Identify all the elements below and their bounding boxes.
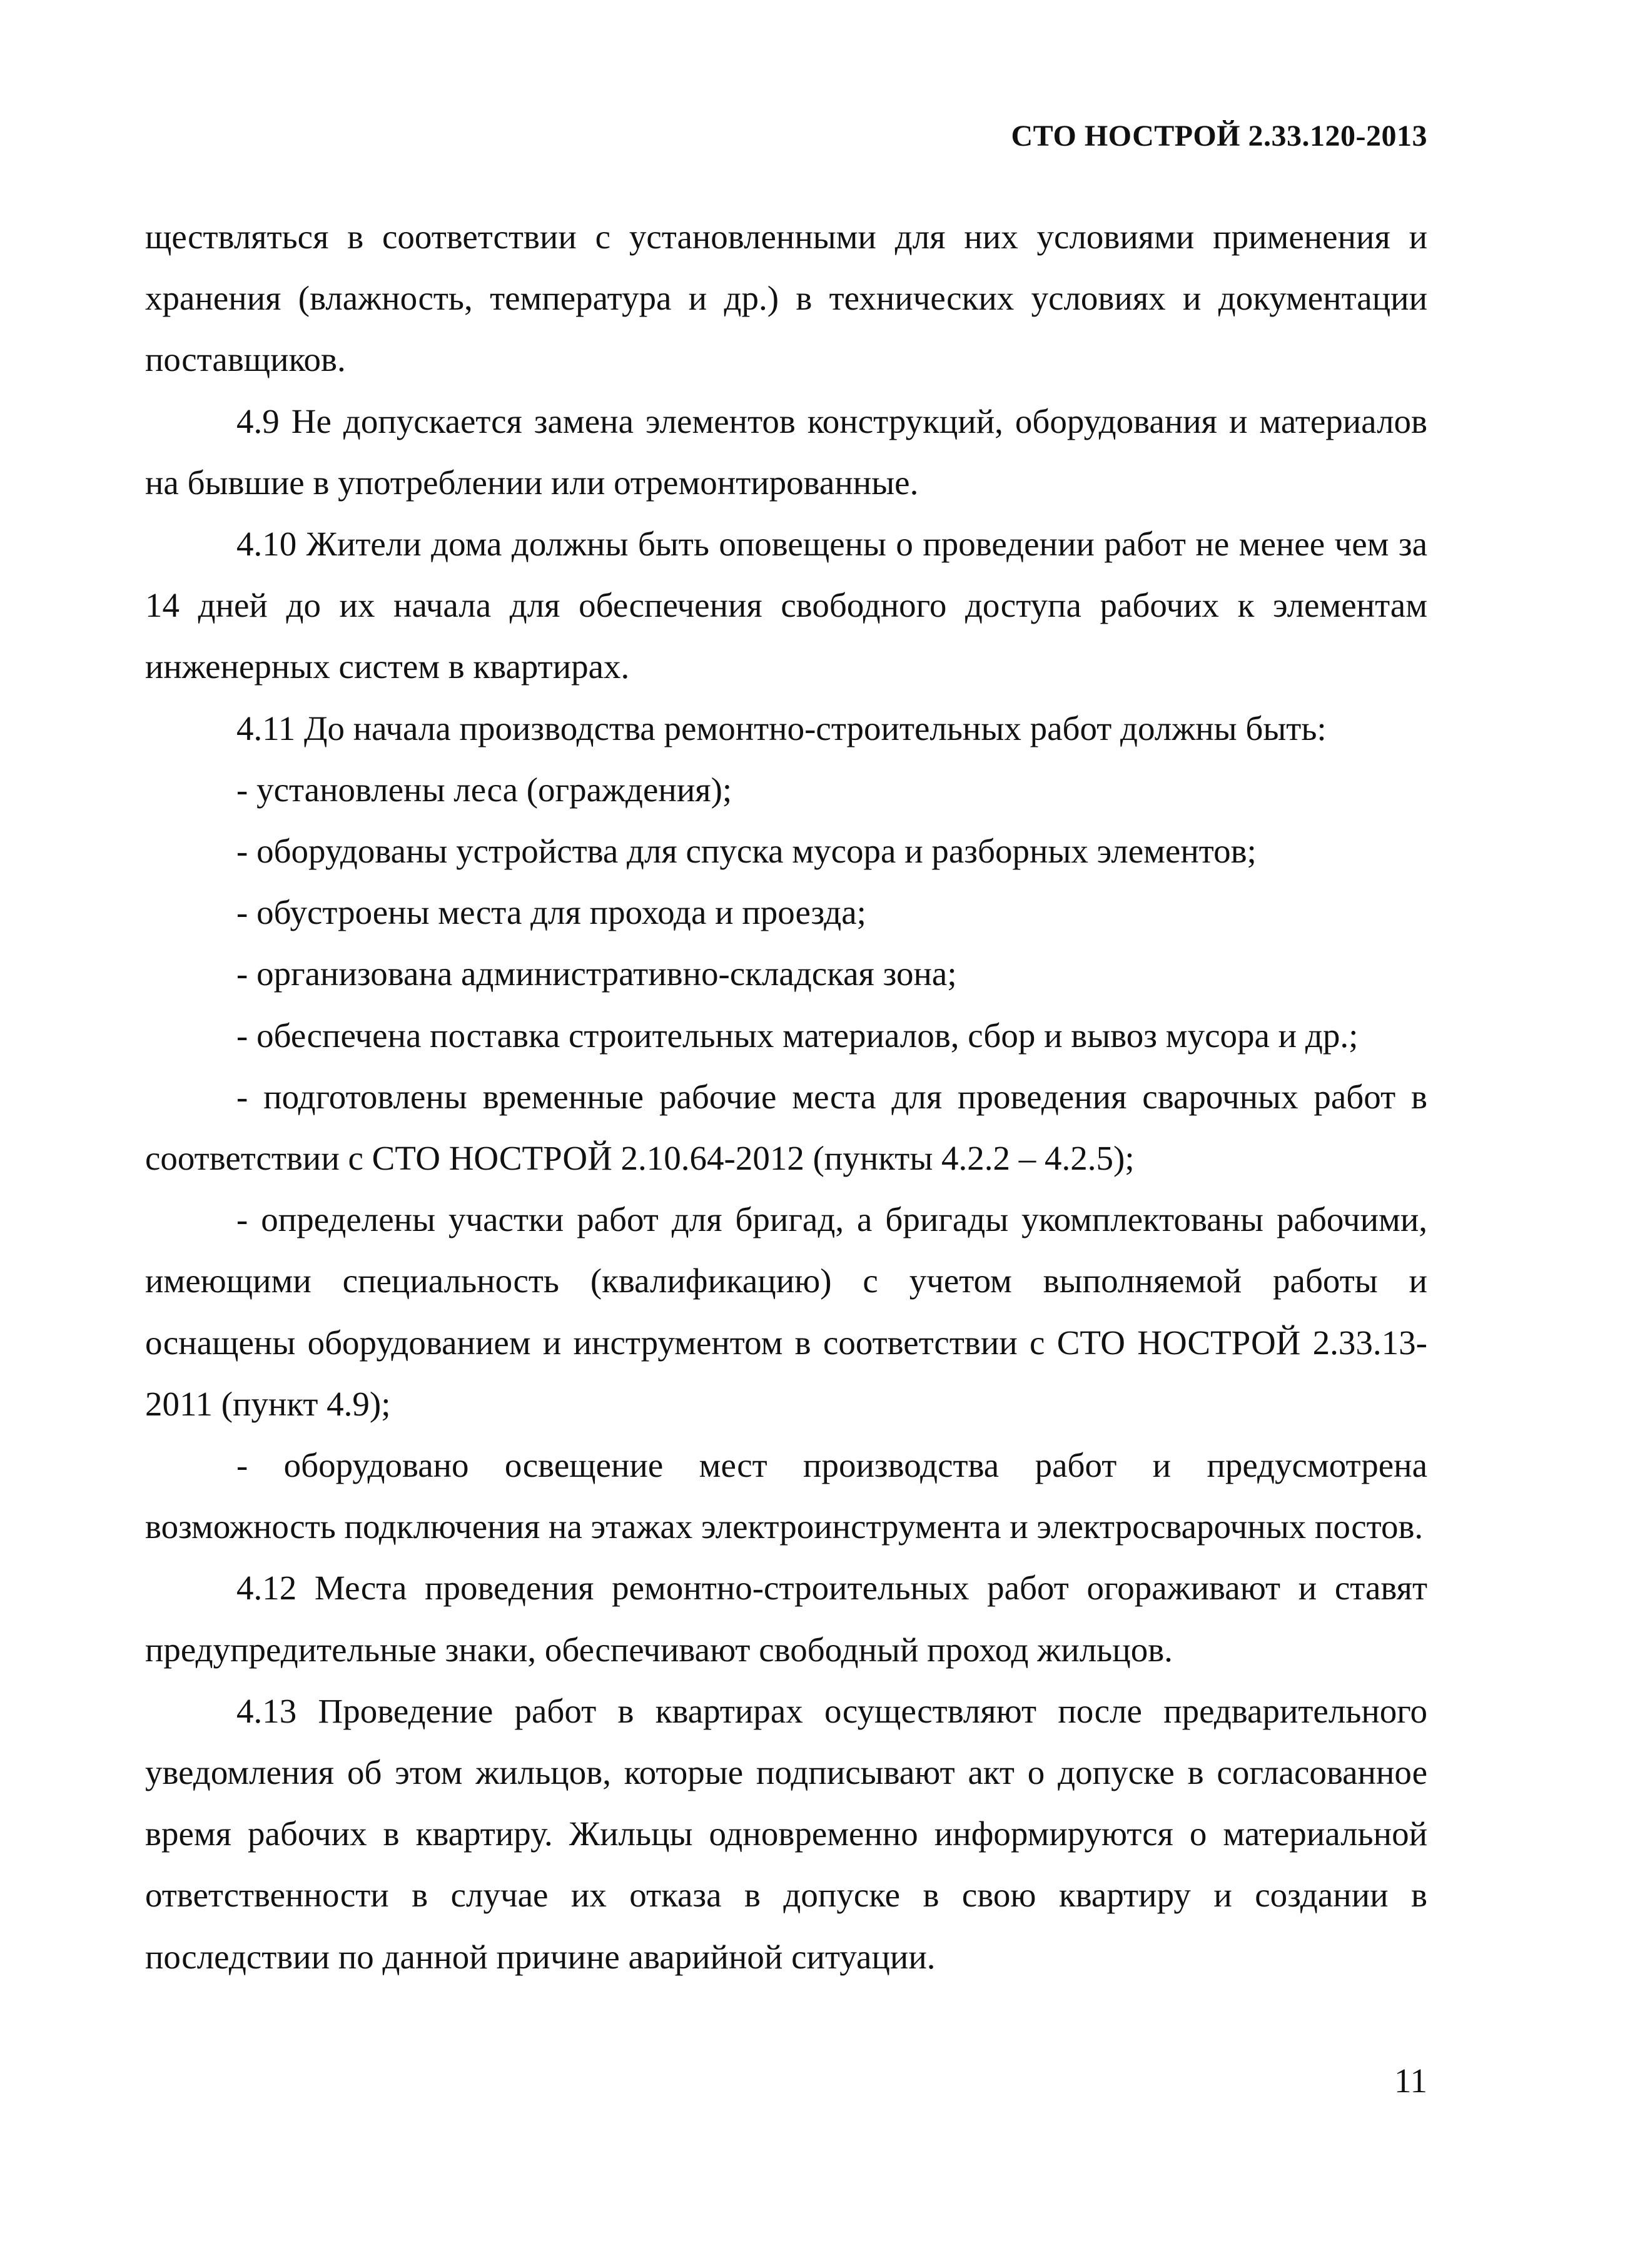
- list-item: - обеспечена поставка строительных материалов, сбор и вывоз мусора и др.;: [236, 1016, 1359, 1055]
- document-code-header: СТО НОСТРОЙ 2.33.120-2013: [1011, 119, 1427, 153]
- body-text: [145, 206, 1427, 1988]
- paragraph-4-10: 4.10 Жители дома должны быть оповещены о проведении работ не менее чем за 14 дней до их начала для обеспечения свободного доступа рабочих к элементам инженерных систем в квартирах.: [145, 525, 1427, 686]
- list-item: - определены участки работ для бригад, а бригады укомплектованы рабочими, имеющими специальность (квалификацию) с учетом выполняемой работы и оснащены оборудованием и инструментом в соответствии с СТО НОСТРОЙ 2.33.13-2011 (пункт 4.9);: [145, 1200, 1427, 1423]
- paragraph-continuation: ществляться в соответствии с установленными для них условиями применения и хранения (влажность, температура и др.) в технических условиях и документации поставщиков.: [145, 218, 1427, 379]
- paragraph-4-13: 4.13 Проведение работ в квартирах осуществляют после предварительного уведомления об этом жильцов, которые подписывают акт о допуске в согласованное время рабочих в квартиру. Жильцы одновременно информируются о материальной ответственности в случае их отказа в допуске в свою квартиру и создании в последствии по данной причине аварийной ситуации.: [145, 1691, 1427, 1976]
- list-item: - оборудованы устройства для спуска мусора и разборных элементов;: [236, 832, 1257, 871]
- list-item: - установлены леса (ограждения);: [236, 770, 732, 809]
- paragraph-4-12: 4.12 Места проведения ремонтно-строительных работ огораживают и ставят предупредительные знаки, обеспечивают свободный проход жильцов.: [145, 1569, 1427, 1669]
- paragraph-4-11: 4.11 До начала производства ремонтно-строительных работ должны быть:: [236, 709, 1327, 747]
- list-item: - организована административно-складская зона;: [236, 954, 957, 993]
- list-item: - оборудовано освещение мест производства работ и предусмотрена возможность подключения на этажах электроинструмента и электросварочных постов.: [145, 1446, 1427, 1546]
- paragraph-4-9: 4.9 Не допускается замена элементов конструкций, оборудования и материалов на бывшие в употреблении или отремонтированные.: [145, 402, 1427, 502]
- page-number: 11: [1394, 2062, 1427, 2100]
- list-item: - подготовлены временные рабочие места для проведения сварочных работ в соответствии с СТО НОСТРОЙ 2.10.64-2012 (пункты 4.2.2 – 4.2.5);: [145, 1077, 1427, 1178]
- list-item: - обустроены места для прохода и проезда;: [236, 893, 866, 932]
